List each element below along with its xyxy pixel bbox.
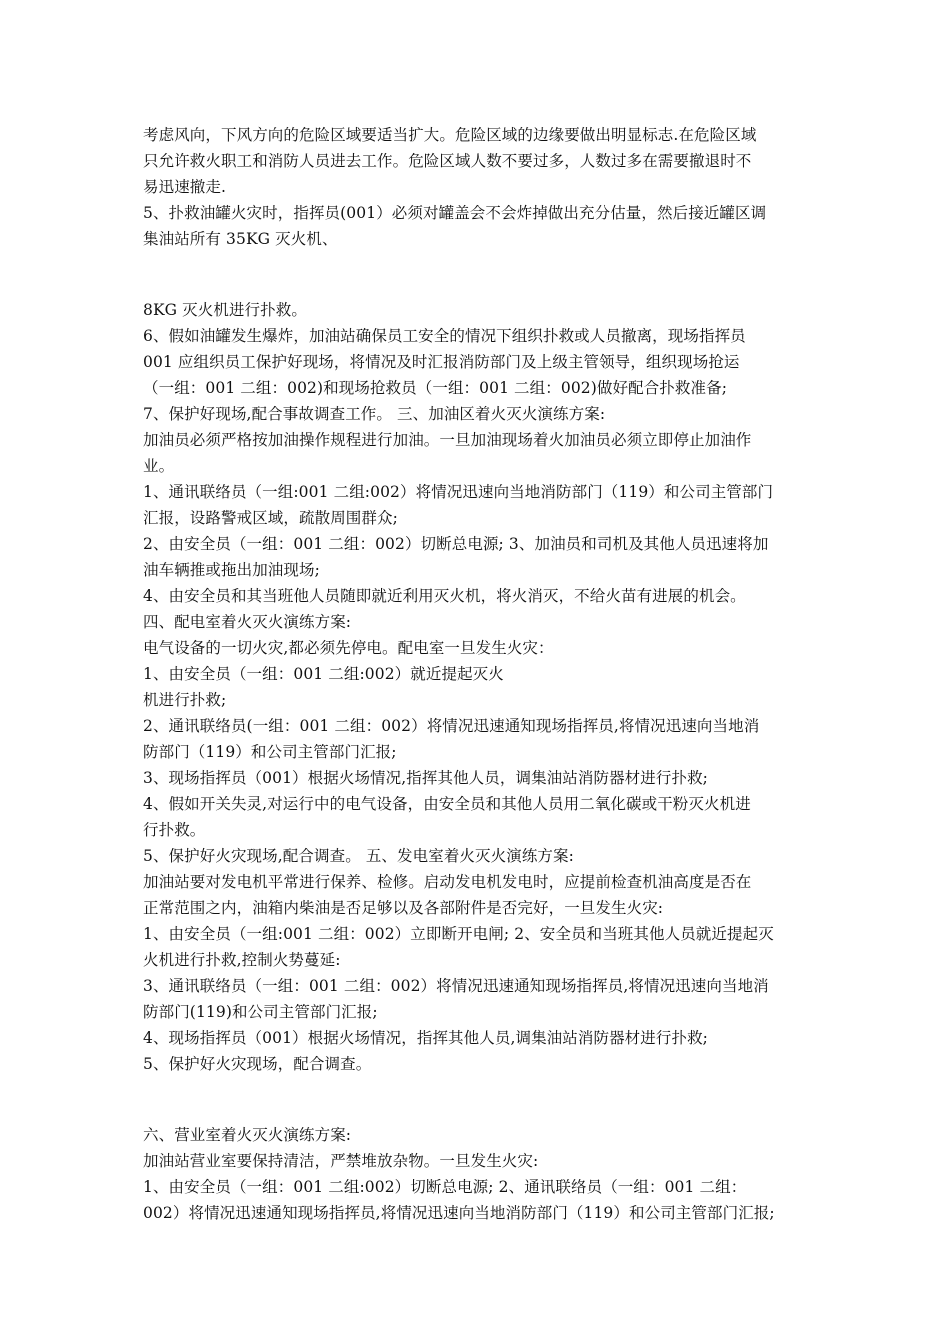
text-line: 4、由安全员和其当班他人员随即就近利用灭火机，将火消灭，不给火苗有进展的机会。	[143, 587, 746, 605]
text-line: 1、由安全员（一组：001 二组:002）切断总电源; 2、通讯联络员（一组：001 二组：	[143, 1178, 747, 1196]
text-line: （一组：001 二组：002)和现场抢救员（一组：001 二组：002)做好配合扑救准备;	[143, 379, 728, 397]
text-line: 加油站要对发电机平常进行保养、检修。启动发电机发电时，应提前检查机油高度是否在	[143, 873, 752, 891]
text-line: 防部门（119）和公司主管部门汇报;	[143, 743, 397, 761]
text-line: 防部门(119)和公司主管部门汇报;	[143, 1003, 378, 1021]
text-line: 加油员必须严格按加油操作规程进行加油。一旦加油现场着火加油员必须立即停止加油作	[143, 431, 752, 449]
text-line: 2、由安全员（一组：001 二组：002）切断总电源; 3、加油员和司机及其他人员迅速将加	[143, 535, 769, 553]
text-line: 002）将情况迅速通知现场指挥员,将情况迅速向当地消防部门（119）和公司主管部门汇报;	[143, 1204, 775, 1222]
text-line: 1、由安全员（一组：001 二组:002）就近提起灭火	[143, 665, 504, 683]
text-line: 2、通讯联络员(一组：001 二组：002）将情况迅速通知现场指挥员,将情况迅速向当地消	[143, 717, 760, 735]
text-line: 5、保护好火灾现场,配合调查。 五、发电室着火灭火演练方案:	[143, 847, 574, 865]
text-line: 5、保护好火灾现场，配合调查。	[143, 1055, 372, 1073]
text-line: 001 应组织员工保护好现场，将情况及时汇报消防部门及上级主管领导，组织现场抢运	[143, 353, 740, 371]
text-line: 行扑救。	[143, 821, 206, 839]
text-line: 油车辆推或拖出加油现场;	[143, 561, 320, 579]
text-line: 1、通讯联络员（一组:001 二组:002）将情况迅速向当地消防部门（119）和公司主管部门	[143, 483, 774, 501]
text-line: 汇报，设路警戒区域，疏散周围群众;	[143, 509, 398, 527]
text-line: 考虑风向，下风方向的危险区域要适当扩大。危险区域的边缘要做出明显标志.在危险区域	[143, 126, 757, 144]
text-line: 4、假如开关失灵,对运行中的电气设备，由安全员和其他人员用二氧化碳或干粉灭火机进	[143, 795, 751, 813]
text-line: 8KG 灭火机进行扑救。	[143, 301, 307, 319]
text-line: 正常范围之内，油箱内柴油是否足够以及各部附件是否完好，一旦发生火灾:	[143, 899, 664, 917]
text-line: 只允许救火职工和消防人员进去工作。危险区域人数不要过多，人数过多在需要撤退时不	[143, 152, 752, 170]
text-line: 易迅速撤走.	[143, 178, 227, 196]
text-line: 7、保护好现场,配合事故调查工作。 三、加油区着火灭火演练方案:	[143, 405, 606, 423]
text-line: 3、通讯联络员（一组：001 二组：002）将情况迅速通知现场指挥员,将情况迅速向当地消	[143, 977, 769, 995]
text-line: 4、现场指挥员（001）根据火场情况，指挥其他人员,调集油站消防器材进行扑救;	[143, 1029, 708, 1047]
text-line: 3、现场指挥员（001）根据火场情况,指挥其他人员，调集油站消防器材进行扑救;	[143, 769, 708, 787]
text-line: 业。	[143, 457, 175, 475]
section-heading: 四、配电室着火灭火演练方案:	[143, 613, 352, 631]
text-line: 加油站营业室要保持清洁，严禁堆放杂物。一旦发生火灾:	[143, 1152, 539, 1170]
text-line: 集油站所有 35KG 灭火机、	[143, 230, 338, 248]
text-line: 机进行扑救;	[143, 691, 227, 709]
text-line: 5、扑救油罐火灾时，指挥员(001）必须对罐盖会不会炸掉做出充分估量，然后接近罐区调	[143, 204, 767, 222]
text-line: 6、假如油罐发生爆炸，加油站确保员工安全的情况下组织扑救或人员撤离，现场指挥员	[143, 327, 746, 345]
text-line: 电气设备的一切火灾,都必须先停电。配电室一旦发生火灾：	[143, 639, 554, 657]
text-line: 1、由安全员（一组:001 二组：002）立即断开电闸; 2、安全员和当班其他人员就近提起灭	[143, 925, 774, 943]
text-line: 火机进行扑救,控制火势蔓延:	[143, 951, 341, 969]
section-heading: 六、营业室着火灭火演练方案:	[143, 1126, 352, 1144]
